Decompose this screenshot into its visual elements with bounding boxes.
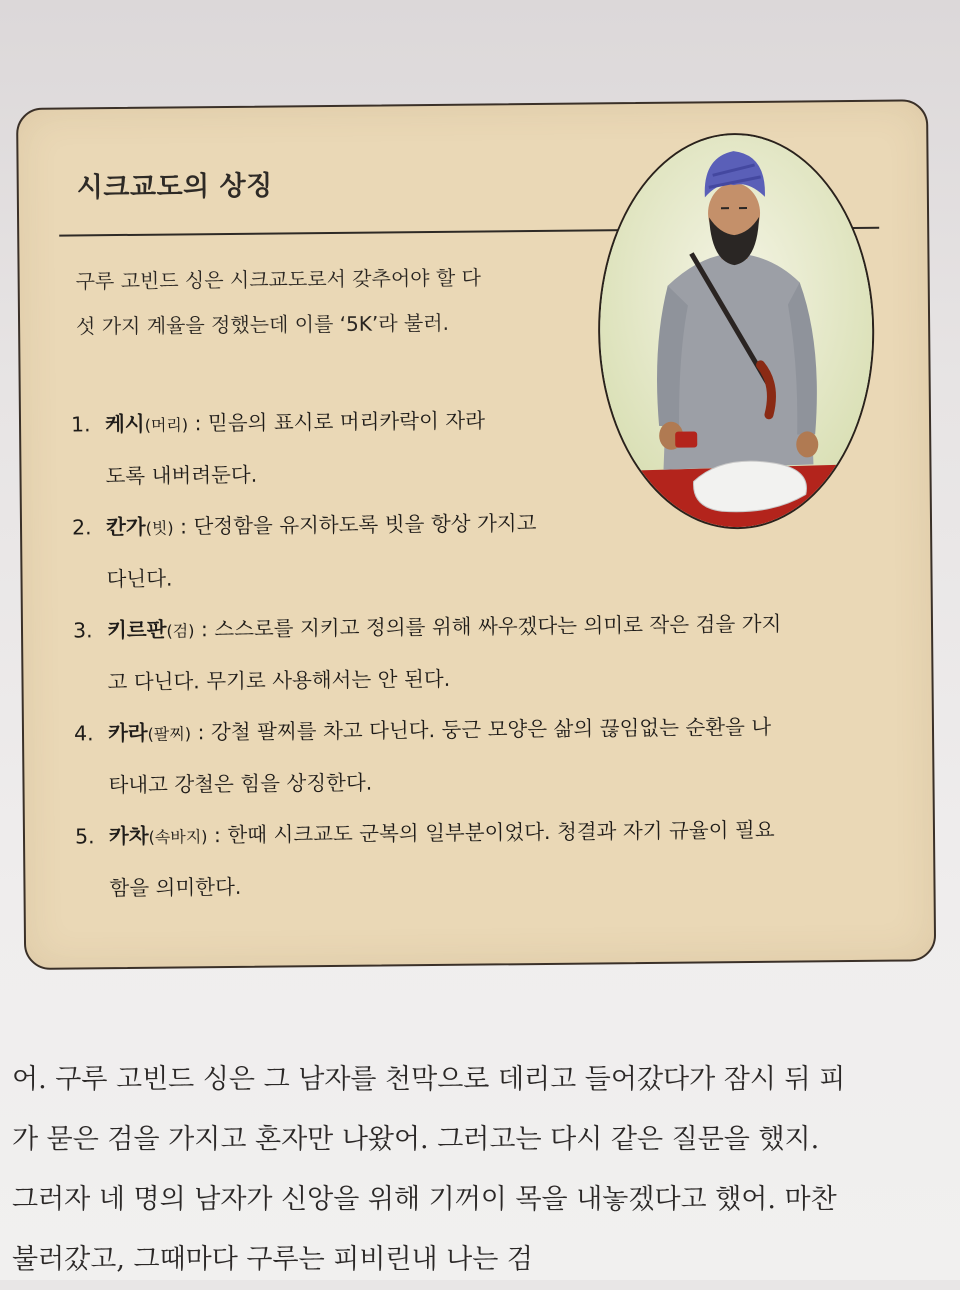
item-number: 3. <box>72 618 93 643</box>
list-item <box>64 701 905 812</box>
item-text: : 스스로를 지키고 정의를 위해 싸우겠다는 의미로 작은 검을 가지 <box>194 611 782 642</box>
item-text: 다닌다. <box>106 566 173 592</box>
item-text: : 한때 시크교도 군복의 일부분이었다. 청결과 자기 규율이 필요 <box>207 817 775 848</box>
item-gloss: (속바지) <box>148 827 208 847</box>
item-text: : 강철 팔찌를 차고 다닌다. 둥근 모양은 삶의 끊임없는 순환을 나 <box>190 714 772 745</box>
item-term: 카라 <box>107 720 148 746</box>
list-item <box>63 598 904 709</box>
item-gloss: (빗) <box>145 518 174 538</box>
item-text: : 단정함을 유지하도록 빗을 항상 가지고 <box>173 511 537 539</box>
sikh-man-portrait-illustration <box>596 132 876 531</box>
paragraph-line: 어. 구루 고빈드 싱은 그 남자를 천막으로 데리고 들어갔다가 잠시 뒤 피 <box>12 1064 846 1095</box>
list-item <box>65 804 906 915</box>
body-paragraph <box>12 1050 952 1290</box>
intro-paragraph <box>75 254 596 349</box>
item-text: 고 다닌다. 무기로 사용해서는 안 된다. <box>107 666 451 695</box>
item-number: 2. <box>71 515 92 540</box>
item-text: 함을 의미한다. <box>109 874 242 901</box>
intro-line: 구루 고빈드 싱은 시크교도로서 갖추어야 할 다 <box>75 265 481 294</box>
sidebar-info-box <box>16 99 936 970</box>
paragraph-line: 그러자 네 명의 남자가 신앙을 위해 기꺼이 목을 내놓겠다고 했어. 마찬 <box>12 1184 837 1215</box>
item-number: 5. <box>74 824 95 849</box>
item-text: 타내고 강철은 힘을 상징한다. <box>108 770 373 798</box>
paragraph-line: 불러갔고, 그때마다 구루는 피비린내 나는 검 <box>12 1244 533 1275</box>
intro-line: 섯 가지 계율을 정했는데 이를 ‘5K’라 불러. <box>75 310 450 339</box>
paragraph-line: 가 묻은 검을 가지고 혼자만 나왔어. 그러고는 다시 같은 질문을 했지. <box>12 1124 820 1155</box>
item-term: 카차 <box>108 823 149 849</box>
item-term: 칸가 <box>105 514 146 540</box>
item-number: 1. <box>70 412 91 437</box>
item-gloss: (머리) <box>144 415 189 435</box>
item-term: 케시 <box>104 411 145 437</box>
item-gloss: (검) <box>166 621 195 641</box>
item-number: 4. <box>73 721 94 746</box>
item-text: : 믿음의 표시로 머리카락이 자라 <box>187 408 486 436</box>
item-term: 키르판 <box>106 617 167 643</box>
box-title: 시크교도의 상징 <box>76 170 273 204</box>
item-text: 도록 내버려둔다. <box>105 462 258 489</box>
item-gloss: (팔찌) <box>147 724 192 744</box>
